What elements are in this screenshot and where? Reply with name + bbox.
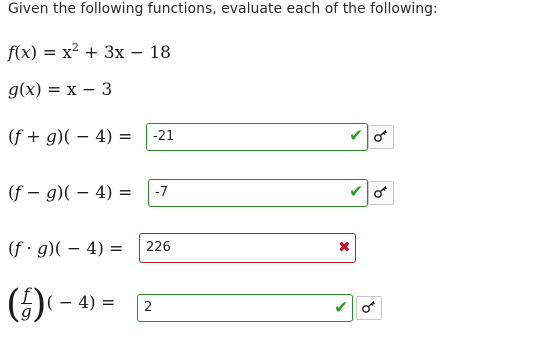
sum-expression: (f + g)( − 4) = (8, 127, 133, 147)
difference-answer-field[interactable]: -7 (148, 179, 368, 207)
check-icon: ✔ (349, 126, 364, 146)
function-f-definition: $f(x) = x^2 + 3x - 18$ (8, 41, 171, 63)
check-icon: ✔ (349, 182, 364, 202)
quotient-answer-field[interactable]: 2 (137, 294, 353, 322)
function-g-definition: g(x) = x − 3 (8, 80, 113, 100)
product-answer-field[interactable]: 226 (139, 233, 356, 263)
x-icon: ✖ (338, 238, 351, 256)
question-prompt: Given the following functions, evaluate each of the following: (8, 1, 438, 17)
key-icon[interactable] (368, 125, 394, 149)
sum-answer-field[interactable]: -21 (146, 123, 368, 151)
key-icon[interactable] (368, 181, 394, 205)
key-icon[interactable] (356, 296, 382, 320)
difference-expression: (f − g)( − 4) = (8, 183, 133, 203)
product-expression: (f · g)( − 4) = (8, 239, 124, 259)
quotient-expression: ( $\frac{f}{g}$ )( − 4) = (6, 281, 116, 326)
check-icon: ✔ (334, 298, 349, 318)
